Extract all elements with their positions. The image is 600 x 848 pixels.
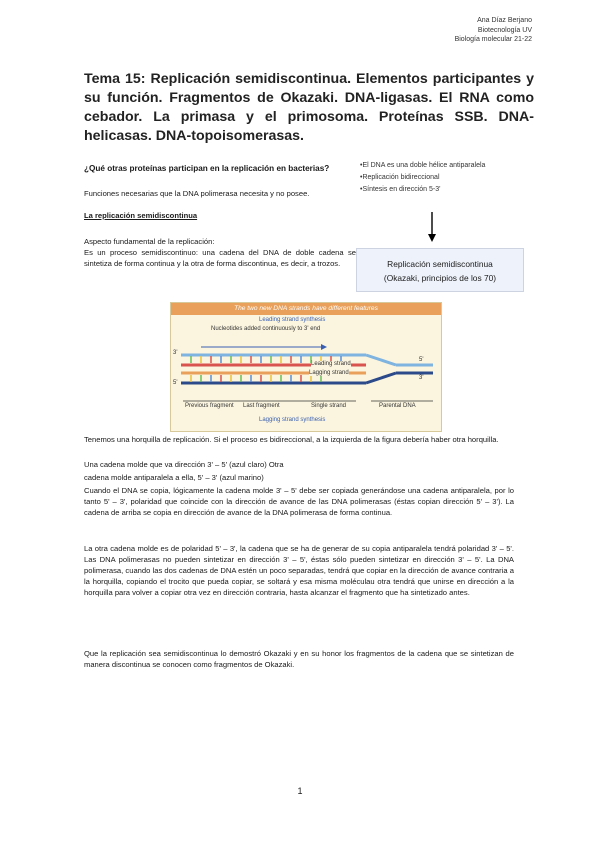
paragraph: cadena molde antiparalela a ella, 5' – 3' (azul marino): [84, 473, 264, 482]
end-label: 3': [173, 350, 178, 356]
paragraph: Cuando el DNA se copia, lógicamente la cadena molde 3' – 5' debe ser copiada generándose una cadena antiparalela, por lo tanto 5' – 3', polaridad que coincide con la dirección de avance de las DNA polimerasas (éstas copian dirección 5' – 3'). La cadena de arriba se copia en dirección de avance de la DNA polimerasa de forma continua.: [84, 486, 514, 517]
label-parental-dna: Parental DNA: [379, 403, 416, 409]
label-last-fragment: Last fragment: [243, 403, 280, 409]
end-label: 5': [173, 380, 178, 386]
document-title: Tema 15: Replicación semidiscontinua. Elementos participantes y su función. Fragmentos de Okazaki. DNA-ligasas. El RNA como cebador. La primasa y el primosoma. Proteínas SSB. DNA-helicasas. DNA-topoisomerasas.: [84, 71, 534, 144]
intro-text: Funciones necesarias que la DNA polimerasa necesita y no posee.: [84, 189, 310, 198]
paragraph: Que la replicación sea semidiscontinua lo demostró Okazaki y en su honor los fragmentos de la cadena que se sintetizan de manera discontinua se conocen como fragmentos de Okazaki.: [84, 649, 514, 669]
replication-fork-figure: [170, 302, 442, 432]
label-lagging-strand: Lagging strand: [309, 370, 349, 376]
question-heading: ¿Qué otras proteínas participan en la replicación en bacterias?: [84, 164, 330, 173]
box-line-1: Replicación semidiscontinua: [387, 259, 493, 269]
aspect-text: Aspecto fundamental de la replicación:: [84, 237, 215, 246]
side-note: • Síntesis en dirección 5-3': [360, 184, 485, 196]
section-heading: La replicación semidiscontinua: [84, 211, 198, 220]
end-label: 5': [419, 357, 424, 363]
box-line-2: (Okazaki, principios de los 70): [383, 273, 497, 283]
course: Biología molecular 21-22: [454, 36, 532, 43]
label-leading-strand: Leading strand: [311, 361, 351, 367]
paragraph: La otra cadena molde es de polaridad 5' – 3', la cadena que se ha de generar de su copia antiparalela tendrá polaridad 3' – 5'. Las DNA polimerasas no pueden sintetizar en dirección 3' – 5', éstas sólo pueden sintetizar en dirección 3' – 5'. La DNA polimerasa, cuando las dos cadenas de DNA estén un poco separadas, tendrá que copiar en la dirección de avance contraria a la horquilla, copiando el trocito que pueda copiar, se soltará y esa misma moléculau otra tendrá que unirse en dirección a la horquilla para volver a copiar otra vez en dirección contraria, hasta alcanzar el fragmento que ha sintetizado antes.: [84, 544, 514, 597]
paragraph: Una cadena molde que va dirección 3' – 5' (azul claro) Otra: [84, 460, 284, 469]
side-note: • El DNA es una doble hélice antiparalela: [360, 160, 485, 172]
degree: Biotecnología UV: [477, 26, 532, 34]
label-previous-fragment: Previous fragment: [185, 403, 234, 409]
page-header: [455, 16, 532, 45]
summary-box: [356, 248, 524, 292]
label-single-strand: Single strand: [311, 403, 347, 409]
paragraph: Tenemos una horquilla de replicación. Si el proceso es bidireccional, a la izquierda de la figura debería haber otra horquilla.: [84, 435, 499, 444]
label-leading-synthesis: Leading strand synthesis: [259, 317, 326, 323]
label-nucleotides: Nucleotides added continuously to 3' end: [211, 326, 321, 332]
figure-title: The two new DNA strands have different features: [171, 303, 441, 315]
side-note: • Replicación bidireccional: [360, 172, 485, 184]
side-notes: [360, 160, 485, 196]
page-number: 1: [297, 786, 303, 796]
semidiscontinuous-text: Es un proceso semidiscontinuo: una cadena del DNA de doble cadena se sintetiza de forma continua y la otra de forma discontinua, es decir, a trozos.: [84, 248, 356, 268]
down-arrow-icon: [428, 212, 436, 242]
label-lagging-synthesis: Lagging strand synthesis: [259, 417, 326, 423]
author: Ana Díaz Berjano: [477, 17, 532, 24]
fork-diagram: [171, 303, 441, 431]
end-label: 3': [419, 375, 424, 381]
